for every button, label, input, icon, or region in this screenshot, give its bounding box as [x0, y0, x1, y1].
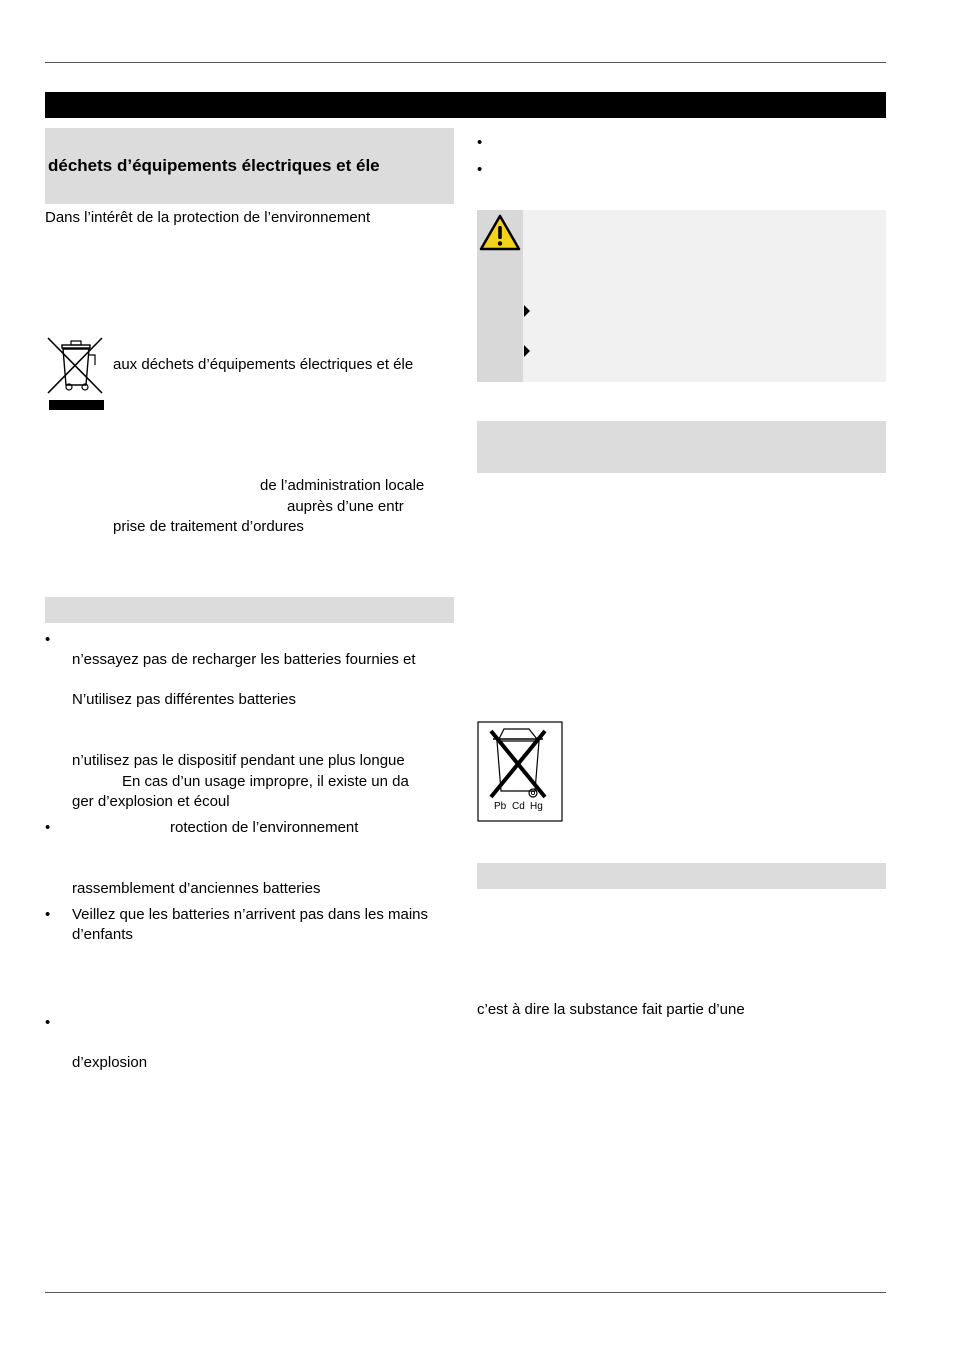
top-rule — [45, 62, 886, 63]
local-admin-text: de l’administration locale — [260, 477, 425, 494]
battery-line-5: ger d’explosion et écoul — [72, 793, 230, 810]
bullet-3: • — [45, 906, 51, 923]
battery-line-2: N’utilisez pas différentes batteries — [72, 691, 297, 708]
battery-symbol-cd: Cd — [512, 801, 525, 812]
battery-section-header — [45, 597, 454, 623]
right-bullet-1: • — [477, 134, 483, 151]
battery-line-10: d’explosion — [72, 1054, 148, 1071]
header-bar — [45, 92, 886, 118]
battery-line-1: n’essayez pas de recharger les batteries fournies et — [72, 651, 416, 668]
battery-line-7: rassemblement d’anciennes batteries — [72, 880, 321, 897]
bullet-2: • — [45, 819, 51, 836]
battery-symbol-pb: Pb — [494, 801, 507, 812]
weee-icon-caption: aux déchets d’équipements électriques et éle — [113, 356, 414, 373]
prise-text: prise de traitement d’ordures — [113, 518, 304, 535]
weee-heading: déchets d’équipements électriques et éle — [48, 156, 380, 175]
aupres-text: auprès d’une entr — [287, 498, 404, 515]
warning-arrow-2-icon — [524, 345, 530, 357]
battery-symbol-hg: Hg — [530, 801, 543, 812]
bullet-4: • — [45, 1014, 51, 1031]
weee-intro: Dans l’intérêt de la protection de l’environnement — [45, 209, 371, 226]
warning-box — [477, 210, 886, 382]
bottom-rule — [45, 1292, 886, 1293]
battery-line-6: rotection de l’environnement — [170, 819, 359, 836]
warning-icon — [478, 213, 522, 253]
right-section-header — [477, 421, 886, 473]
battery-line-8: Veillez que les batteries n’arrivent pas dans les mains — [72, 906, 429, 923]
weee-bin-icon — [45, 335, 107, 411]
battery-line-4: En cas d’un usage impropre, il existe un da — [122, 773, 409, 790]
right-bullet-2: • — [477, 161, 483, 178]
right-section-header-2 — [477, 863, 886, 889]
bullet-1: • — [45, 631, 51, 648]
warning-arrow-1-icon — [524, 305, 530, 317]
battery-line-9: d’enfants — [72, 926, 133, 943]
battery-line-3: n’utilisez pas le dispositif pendant une plus longue — [72, 752, 405, 769]
substance-line: c’est à dire la substance fait partie d’une — [477, 1001, 745, 1018]
